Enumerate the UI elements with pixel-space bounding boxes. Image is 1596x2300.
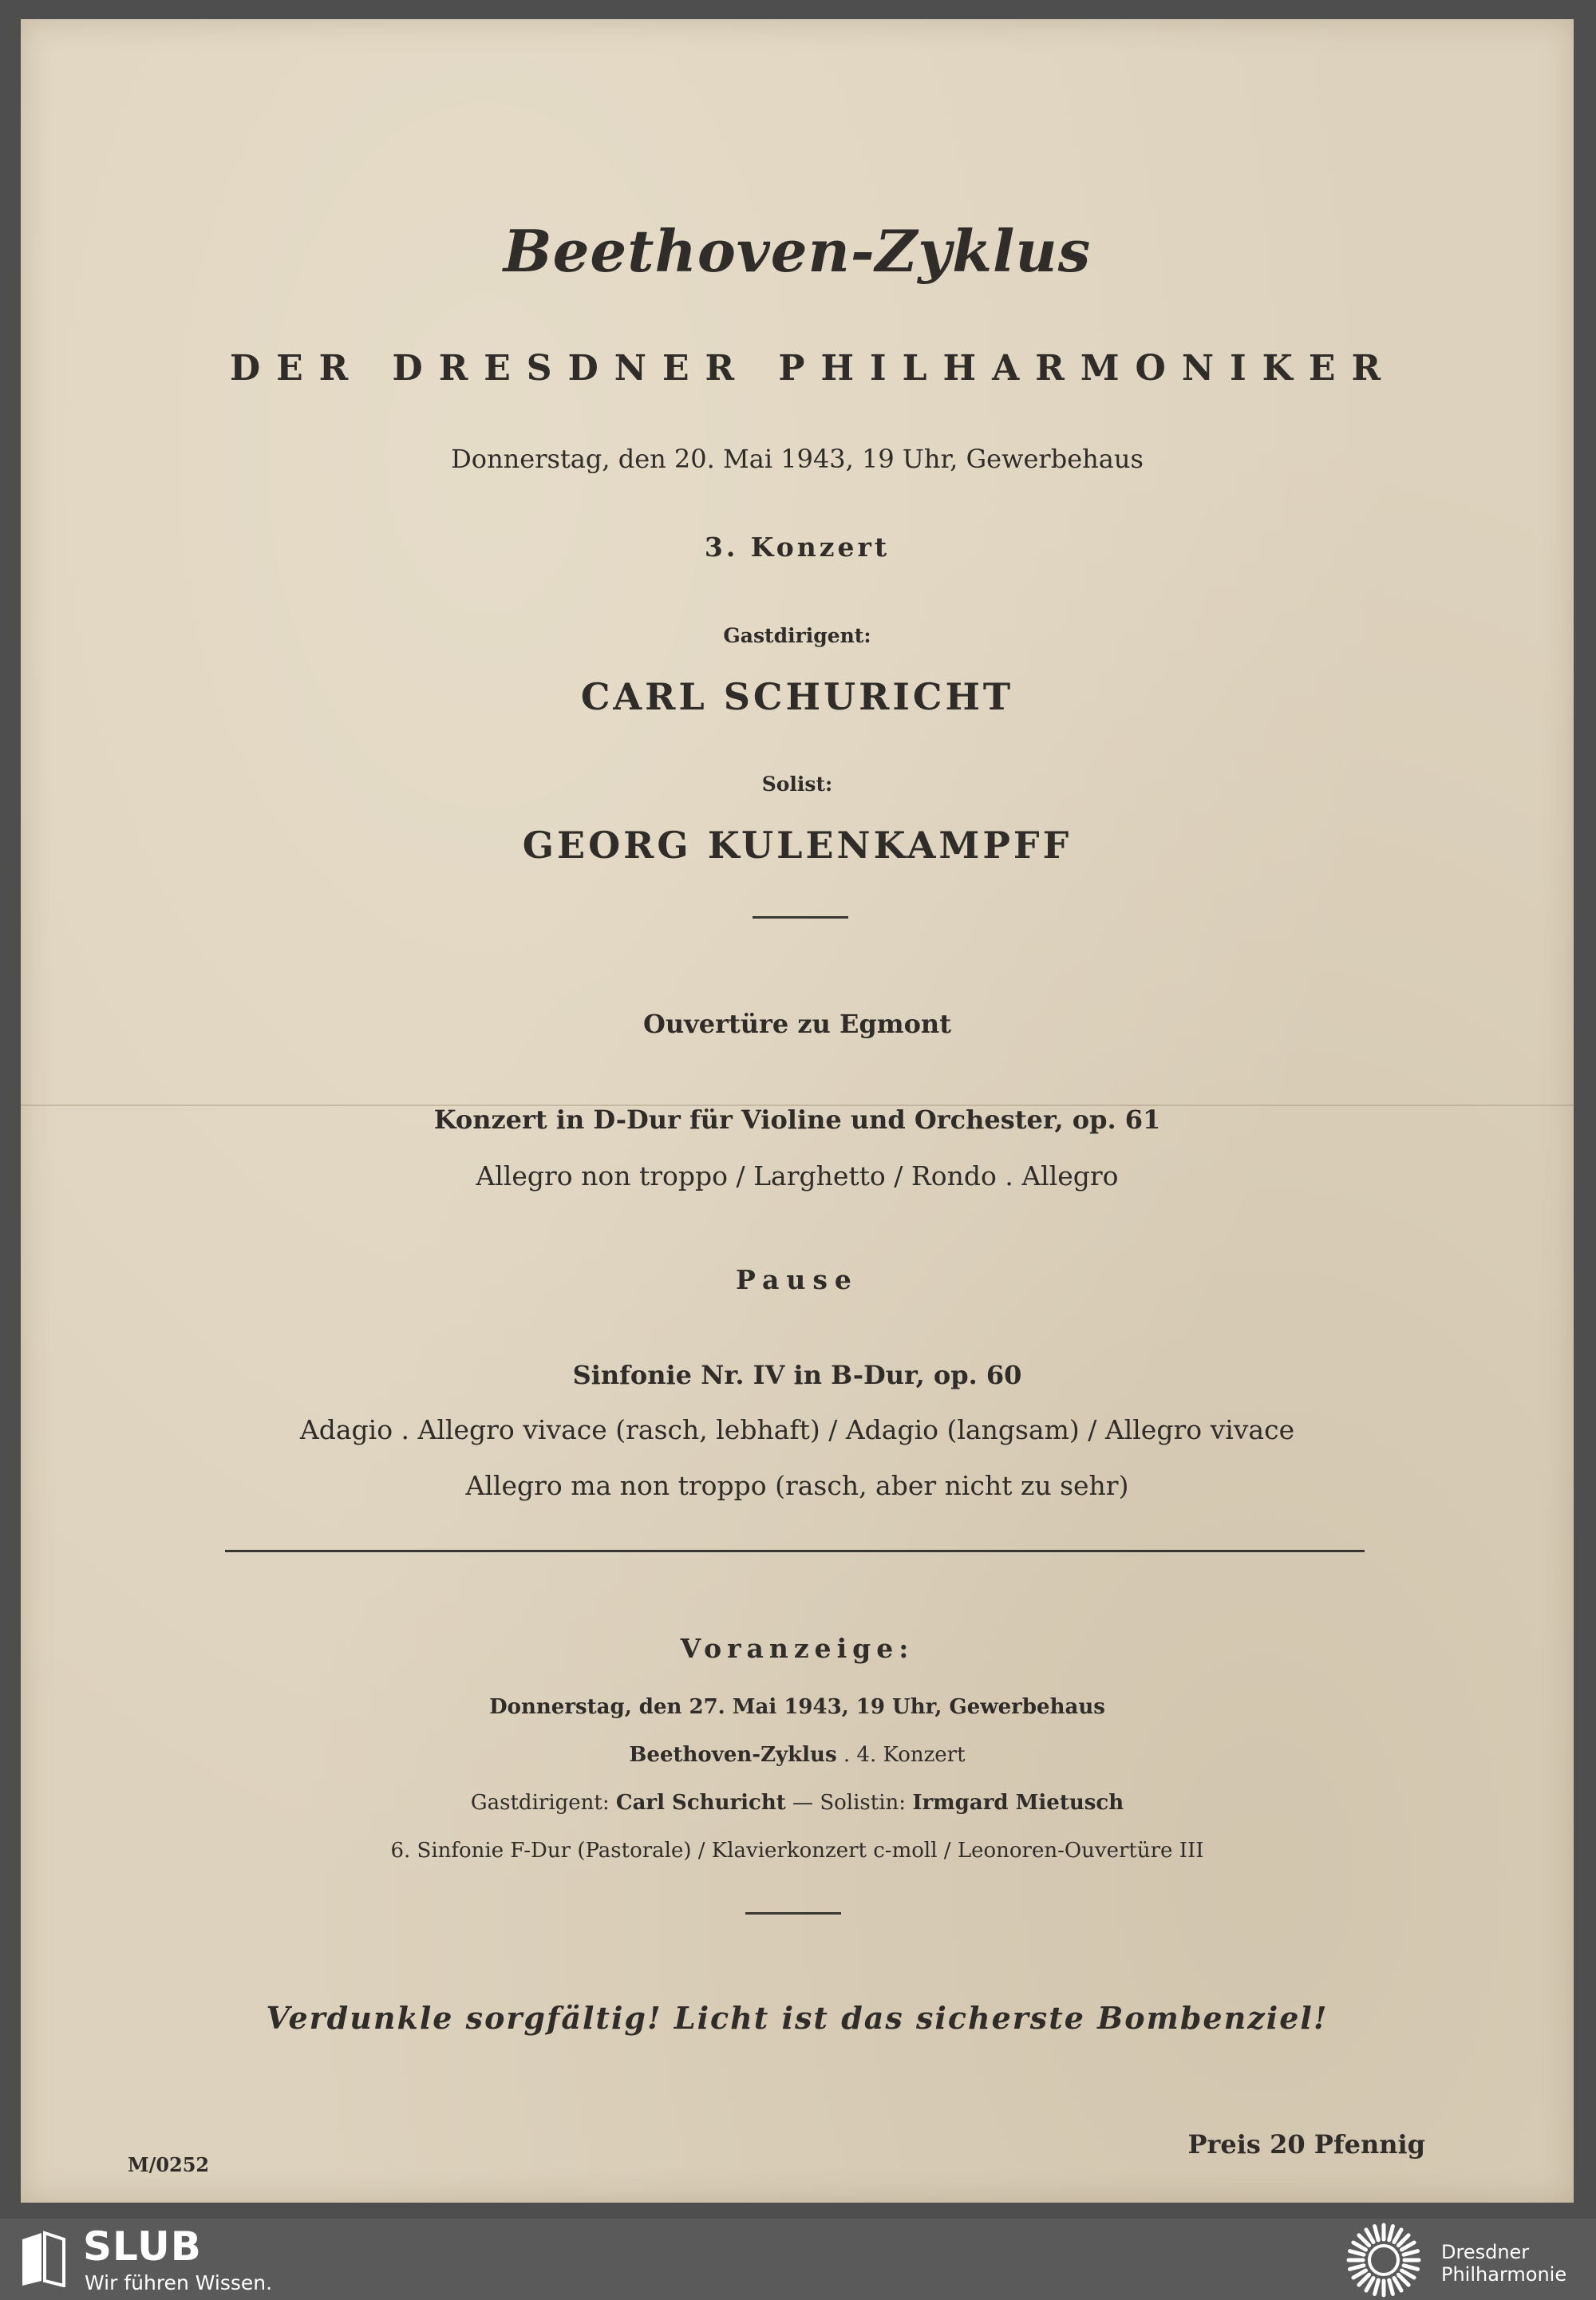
concert-number: 3. Konzert xyxy=(704,532,891,563)
preview-series xyxy=(21,1743,1574,1767)
preview-date: Donnerstag, den 27. Mai 1943, 19 Uhr, Gewerbehaus xyxy=(489,1695,1105,1719)
preview-soloist-label: Solistin: xyxy=(820,1791,913,1815)
slub-tagline: Wir führen Wissen. xyxy=(85,2271,273,2294)
preview-conductor-label: Gastdirigent: xyxy=(470,1791,616,1815)
preview-concert-number: 4. Konzert xyxy=(856,1743,966,1767)
soloist-label: Solist: xyxy=(761,773,833,796)
philharmonie-brand-line-1: Dresdner xyxy=(1441,2241,1530,2263)
divider-short-2 xyxy=(745,1912,841,1915)
document-title: Beethoven-Zyklus xyxy=(503,217,1092,285)
violin-concerto-movements: Allegro non troppo / Larghetto / Rondo . Allegro xyxy=(476,1160,1119,1191)
price-label: Preis 20 Pfennig xyxy=(1187,2129,1425,2160)
preview-performers xyxy=(21,1791,1574,1815)
preview-heading: Voranzeige: xyxy=(680,1633,915,1664)
soloist-name: GEORG KULENKAMPFF xyxy=(522,824,1073,867)
viewer-footer-bar xyxy=(0,2219,1596,2300)
preview-series-separator: . xyxy=(836,1743,857,1767)
conductor-name: CARL SCHURICHT xyxy=(580,675,1014,718)
preview-series-name: Beethoven-Zyklus xyxy=(629,1743,837,1767)
preview-works: 6. Sinfonie F-Dur (Pastorale) / Klavierkonzert c-moll / Leonoren-Ouvertüre III xyxy=(390,1839,1204,1863)
sunburst-icon xyxy=(1344,2222,1424,2298)
conductor-label: Gastdirigent: xyxy=(723,624,871,647)
concert-program-sheet xyxy=(21,19,1574,2203)
preview-conductor: Carl Schuricht xyxy=(615,1791,786,1815)
program-intermission: Pause xyxy=(736,1264,859,1295)
divider-short xyxy=(753,916,848,919)
philharmonie-brand xyxy=(1441,2241,1566,2286)
program-work-symphony: Sinfonie Nr. IV in B-Dur, op. 60 xyxy=(572,1360,1022,1390)
program-work-overture: Ouvertüre zu Egmont xyxy=(643,1009,951,1039)
program-work-violin-concerto: Konzert in D-Dur für Violine und Orchester, op. 61 xyxy=(433,1105,1161,1135)
document-subtitle: DER DRESDNER PHILHARMONIKER xyxy=(229,348,1397,389)
blackout-slogan: Verdunkle sorgfältig! Licht ist das sicherste Bombenziel! xyxy=(266,2000,1329,2036)
symphony-movements-line-2: Allegro ma non troppo (rasch, aber nicht zu sehr) xyxy=(465,1470,1129,1501)
document-body xyxy=(21,19,1574,2203)
symphony-movements-line-1: Adagio . Allegro vivace (rasch, lebhaft) / Adagio (langsam) / Allegro vivace xyxy=(299,1414,1295,1445)
philharmonie-brand-line-2: Philharmonie xyxy=(1441,2263,1567,2286)
preview-soloist: Irmgard Mietusch xyxy=(912,1791,1124,1815)
slub-brand: SLUB xyxy=(83,2223,202,2270)
divider-long xyxy=(225,1550,1365,1552)
catalog-number: M/0252 xyxy=(128,2153,210,2176)
preview-dash: — xyxy=(785,1791,820,1815)
concert-date: Donnerstag, den 20. Mai 1943, 19 Uhr, Gewerbehaus xyxy=(451,444,1144,474)
book-icon xyxy=(18,2230,69,2287)
